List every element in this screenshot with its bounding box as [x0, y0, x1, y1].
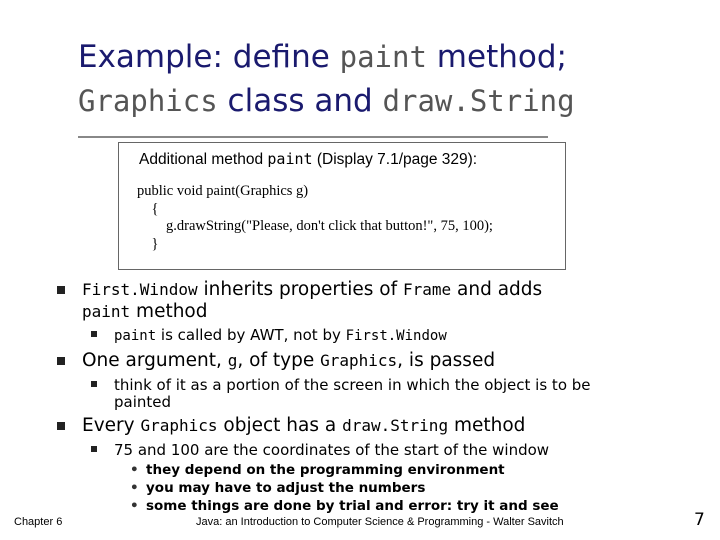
- code-line: }: [137, 235, 159, 252]
- bullet-text: , of type: [237, 350, 321, 371]
- title-line-1: [78, 38, 567, 76]
- bullet-square-icon: [57, 286, 65, 294]
- bullet-text: painted: [114, 393, 172, 411]
- caption-text: (Display 7.1/page 329):: [312, 151, 478, 168]
- code-first-window: First.Window: [345, 328, 447, 344]
- bullet-square-icon: [91, 331, 97, 337]
- bullet-text: inherits properties of: [197, 279, 403, 300]
- bullet-text: object has a: [217, 415, 343, 436]
- code-line: public void paint(Graphics g): [137, 183, 309, 199]
- bullet-3-sub: [114, 442, 549, 459]
- bullet-square-icon: [57, 422, 65, 430]
- code-drawstring: draw.String: [342, 416, 449, 435]
- title-code-drawstring: draw.String: [382, 84, 575, 118]
- code-listing: [137, 183, 493, 253]
- list-item-text: some things are done by trial and error: try it and see: [146, 498, 559, 514]
- dot-icon: •: [130, 480, 139, 496]
- bullet-square-icon: [57, 357, 65, 365]
- dot-icon: •: [130, 462, 139, 478]
- bullet-text: is called by AWT, not by: [156, 326, 346, 344]
- bullet-text: , is passed: [397, 350, 496, 371]
- bullet-3: [82, 415, 525, 437]
- list-item: [130, 461, 559, 479]
- display-box: [118, 142, 566, 270]
- bullet-2-sub: [114, 377, 591, 411]
- bullet-3-subsub-list: [130, 461, 559, 515]
- caption-code: paint: [267, 150, 313, 168]
- list-item: [130, 497, 559, 515]
- bullet-text: method: [448, 415, 526, 436]
- title-line-2: [78, 82, 575, 120]
- list-item-text: you may have to adjust the numbers: [146, 480, 426, 496]
- code-frame: Frame: [402, 280, 452, 299]
- title-text: method;: [426, 39, 567, 75]
- list-item-text: they depend on the programming environment: [146, 462, 505, 478]
- title-code-paint: paint: [339, 40, 427, 74]
- slide-title: [0, 0, 720, 130]
- list-item: [130, 479, 559, 497]
- title-divider: [78, 136, 548, 138]
- bullet-text: method: [130, 301, 208, 322]
- bullet-1: [82, 279, 542, 323]
- code-graphics: Graphics: [140, 416, 218, 435]
- code-line: {: [137, 200, 159, 217]
- bullet-text: Every: [82, 415, 141, 436]
- title-text: Example: define: [78, 39, 340, 75]
- title-text: class and: [217, 83, 383, 119]
- code-g: g: [227, 351, 238, 370]
- bullet-text: 75 and 100 are the coordinates of the start of the window: [114, 441, 550, 459]
- footer-book-title: Java: an Introduction to Computer Science & Programming - Walter Savitch: [196, 516, 564, 528]
- page-number: 7: [694, 510, 705, 530]
- bullet-square-icon: [91, 446, 97, 452]
- code-first-window: First.Window: [82, 280, 198, 299]
- code-graphics: Graphics: [320, 351, 398, 370]
- bullet-text: and adds: [451, 279, 543, 300]
- title-code-graphics: Graphics: [78, 84, 218, 118]
- bullet-2: [82, 350, 495, 372]
- footer-chapter: Chapter 6: [14, 516, 63, 528]
- bullet-1-sub: [114, 327, 447, 345]
- code-line: g.drawString("Please, don't click that button!", 75, 100);: [137, 218, 493, 234]
- dot-icon: •: [130, 498, 139, 514]
- bullet-text: think of it as a portion of the screen in which the object is to be: [114, 376, 591, 394]
- caption-text: Additional method: [139, 151, 268, 168]
- display-caption: [139, 150, 477, 169]
- code-paint: paint: [82, 302, 131, 321]
- bullet-text: One argument,: [82, 350, 228, 371]
- bullet-square-icon: [91, 381, 97, 387]
- code-paint: paint: [114, 328, 157, 344]
